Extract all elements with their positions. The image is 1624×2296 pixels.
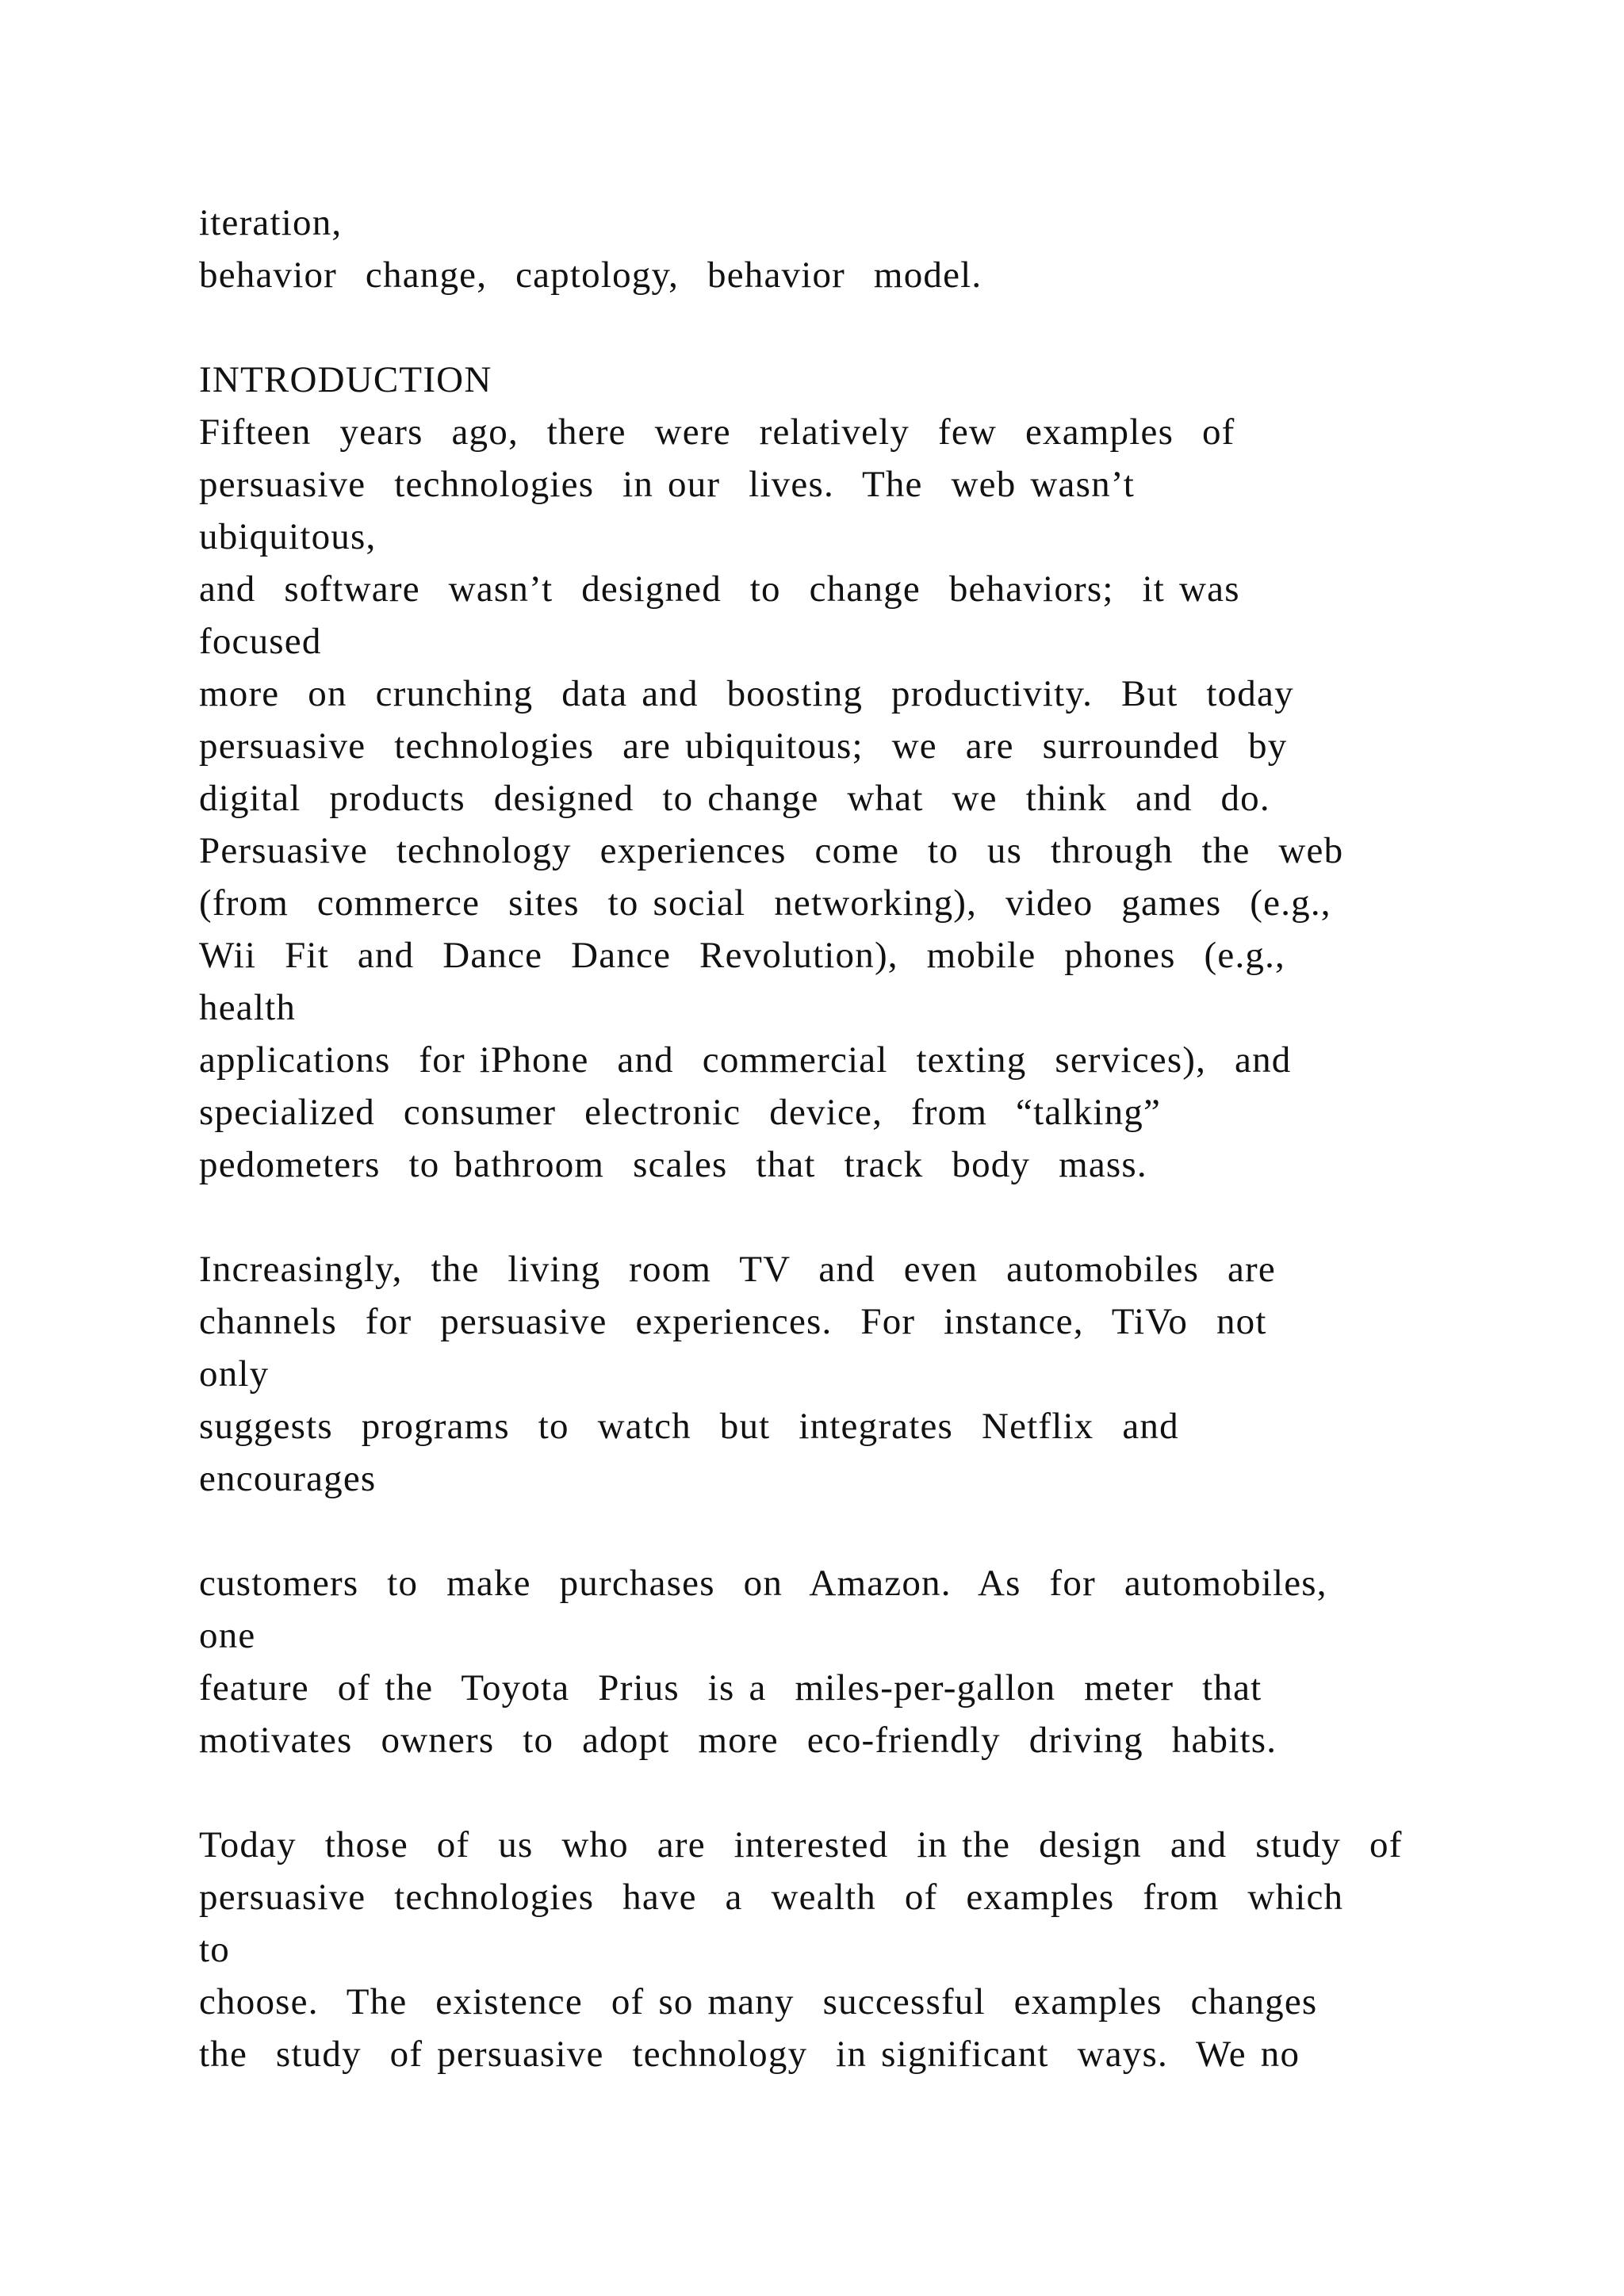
text-line: focused: [199, 621, 322, 662]
text-line: feature of the Toyota Prius is a miles-per-gallon meter that: [199, 1667, 1262, 1709]
text-line: encourages: [199, 1458, 377, 1499]
text-line: Wii Fit and Dance Dance Revolution), mobile phones (e.g.,: [199, 935, 1285, 976]
text-line: specialized consumer electronic device, from “talking”: [199, 1092, 1162, 1133]
text-line: channels for persuasive experiences. For instance, TiVo not: [199, 1301, 1267, 1342]
text-line: customers to make purchases on Amazon. As for automobiles,: [199, 1563, 1327, 1604]
body-text: [199, 197, 1507, 2080]
text-line: suggests programs to watch but integrates Netflix and: [199, 1406, 1179, 1447]
text-line: motivates owners to adopt more eco-friendly driving habits.: [199, 1720, 1277, 1761]
text-line: Increasingly, the living room TV and even automobiles are: [199, 1249, 1276, 1290]
text-line: only: [199, 1353, 270, 1395]
blank-line: [199, 1191, 1507, 1243]
text-line: Persuasive technology experiences come to us through the web: [199, 830, 1344, 871]
text-line: health: [199, 987, 297, 1028]
text-line: iteration,: [199, 202, 343, 243]
text-line: choose. The existence of so many successful examples changes: [199, 1981, 1318, 2022]
keywords-line: behavior change, captology, behavior model.: [199, 254, 982, 296]
text-line: Fifteen years ago, there were relatively few examples of: [199, 411, 1235, 453]
text-line: persuasive technologies are ubiquitous; we are surrounded by: [199, 725, 1288, 767]
text-line: applications for iPhone and commercial texting services), and: [199, 1039, 1292, 1081]
text-line: more on crunching data and boosting productivity. But today: [199, 673, 1294, 714]
text-line: the study of persuasive technology in significant ways. We no: [199, 2034, 1300, 2075]
text-line: pedometers to bathroom scales that track body mass.: [199, 1144, 1147, 1185]
text-line: to: [199, 1929, 230, 1970]
text-line: Today those of us who are interested in the design and study of: [199, 1824, 1403, 1866]
section-heading: INTRODUCTION: [199, 359, 492, 400]
text-line: and software wasn’t designed to change behaviors; it was: [199, 568, 1240, 610]
blank-line: [199, 1505, 1507, 1557]
text-line: persuasive technologies in our lives. The web wasn’t: [199, 464, 1136, 505]
text-line: one: [199, 1615, 256, 1656]
text-line: (from commerce sites to social networking), video games (e.g.,: [199, 882, 1331, 924]
text-line: persuasive technologies have a wealth of examples from which: [199, 1877, 1344, 1918]
text-line: ubiquitous,: [199, 516, 377, 557]
text-line: digital products designed to change what we think and do.: [199, 778, 1270, 819]
blank-line: [199, 301, 1507, 354]
blank-line: [199, 1766, 1507, 1819]
